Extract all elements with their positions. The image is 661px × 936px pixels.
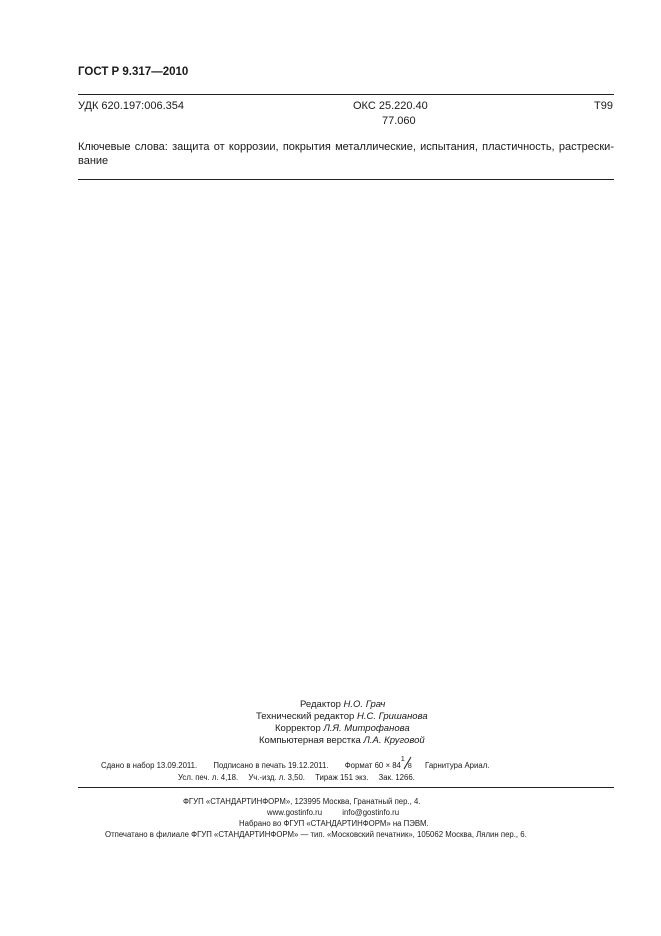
imprint-order: Зак. 1266. (378, 773, 415, 782)
oks-line (353, 100, 428, 112)
keywords-text: Ключевые слова: защита от коррозии, покрытия металлические, испытания, пластичность, растрески-вание (78, 141, 614, 167)
header-rule (78, 94, 614, 95)
publisher-line-4: Отпечатано в филиале ФГУП «СТАНДАРТИНФОРМ» — тип. «Московский печатник», 105062 Москва, Лялин пер., 6. (105, 830, 527, 839)
publisher-email[interactable]: info@gostinfo.ru (342, 808, 400, 817)
udk-value: 620.197:006.354 (101, 100, 185, 112)
keywords-rule (78, 179, 614, 180)
oks-value-1: 25.220.40 (378, 100, 428, 112)
publisher-line-3: Набрано во ФГУП «СТАНДАРТИНФОРМ» на ПЭВМ. (239, 819, 429, 828)
format-fraction-denominator: 8 (407, 763, 412, 770)
credit-corrector (275, 723, 410, 734)
oks-value-2: 77.060 (382, 115, 416, 127)
corrector-name: Л.Я. Митрофанова (323, 723, 410, 734)
imprint-rule (78, 787, 614, 788)
publisher-contacts (267, 808, 399, 817)
imprint-format-size: 84 (392, 761, 401, 770)
group-code: T99 (594, 100, 613, 112)
oks-label: ОКС (353, 100, 376, 112)
layout-name: Л.А. Круговой (363, 735, 425, 746)
udk-line (78, 100, 184, 112)
imprint-format-times: × (385, 761, 391, 770)
layout-label: Компьютерная верстка (259, 735, 361, 746)
credit-editor (300, 699, 385, 710)
editor-name: Н.О. Грач (343, 699, 386, 710)
imprint-format-prefix: Формат 60 (344, 761, 384, 770)
tech-editor-name: Н.С. Гришанова (356, 711, 428, 722)
credit-layout (259, 735, 425, 746)
editor-label: Редактор (300, 699, 341, 710)
publisher-website[interactable]: www.gostinfo.ru (267, 808, 323, 817)
publisher-line-1: ФГУП «СТАНДАРТИНФОРМ», 123995 Москва, Гранатный пер., 4. (183, 797, 421, 806)
imprint-print-sheets: Усл. печ. л. 4,18. (178, 773, 239, 782)
imprint-submitted: Сдано в набор 13.09.2011. (101, 761, 198, 770)
imprint-pub-sheets: Уч.-изд. л. 3,50. (248, 773, 305, 782)
credit-tech-editor (256, 711, 428, 722)
imprint-line-1 (101, 756, 490, 771)
format-fraction-numerator: 1 (400, 756, 405, 763)
document-code: ГОСТ Р 9.317—2010 (78, 66, 189, 78)
udk-label: УДК (78, 100, 99, 112)
corrector-label: Корректор (275, 723, 321, 734)
format-fraction (400, 756, 415, 771)
imprint-line-2 (178, 773, 415, 782)
tech-editor-label: Технический редактор (256, 711, 355, 722)
imprint-circulation: Тираж 151 экз. (315, 773, 369, 782)
imprint-font-face: Гарнитура Ариал. (425, 761, 490, 770)
imprint-signed: Подписано в печать 19.12.2011. (213, 761, 329, 770)
